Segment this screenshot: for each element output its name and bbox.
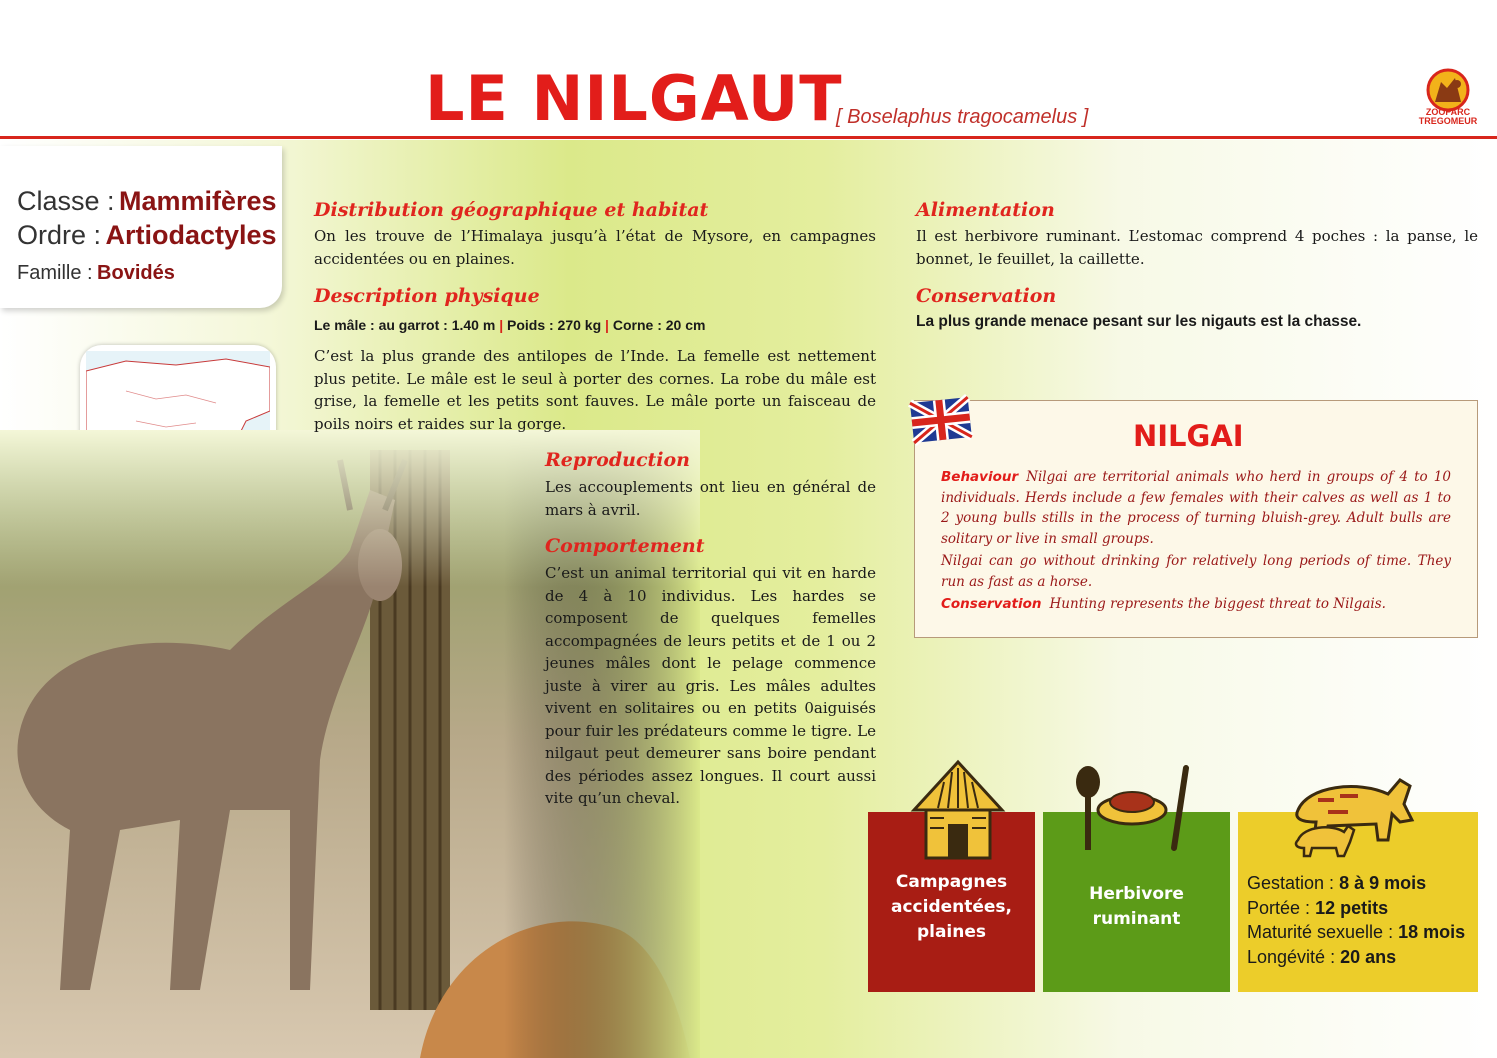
scientific-name: [ Boselaphus tragocamelus ] [836,106,1089,128]
description-text: C’est la plus grande des antilopes de l’Inde. La femelle est nettement plus petite. Le mâle est le seul à porter des cornes. La robe du mâle est grise, la femelle et les petits sont fauves. Le mâle porte un faisceau de poils noirs et raides sur la gorge. [314,347,876,433]
page-title: LE NILGAUT [425,62,843,135]
classification-card [0,146,282,308]
conservation-text: La plus grande menace pesant sur les nigauts est la chasse. [916,313,1362,330]
uk-flag-icon [908,392,974,450]
food-plate-icon [1070,764,1202,852]
conservation-heading: Conservation [916,285,1057,307]
famille-line: Famille : Bovidés [17,262,175,284]
alimentation-text: Il est herbivore ruminant. L’estomac comprend 4 poches : la panse, le bonnet, le feuillet, la caillette. [916,227,1478,268]
stat-maturite: Maturité sexuelle : 18 mois [1247,922,1466,942]
stat-longevite: Longévité : 20 ans [1247,946,1397,967]
reproduction-heading: Reproduction [545,449,690,471]
diet-tile: Herbivore ruminant [1043,812,1230,992]
stat-portee: Portée : 12 petits [1247,897,1389,918]
distribution-text: On les trouve de l’Himalaya jusqu’à l’état de Mysore, en campagnes accidentées ou en plaines. [314,227,876,268]
stats-list [1247,871,1465,969]
classe-line: Classe : Mammifères [17,186,277,216]
hut-icon [908,758,1008,862]
measurements: Le mâle : au garrot : 1.40 m | Poids : 270 kg | Corne : 20 cm [314,317,706,333]
logo-text: ZOOPARC TREGOMEUR [1418,107,1478,127]
stat-gestation: Gestation : 8 à 9 mois [1247,873,1427,893]
english-conservation: Conservation Hunting represents the biggest threat to Nilgais. [941,596,1386,612]
distribution-heading: Distribution géographique et habitat [314,199,709,221]
title-underline [0,136,1497,139]
reproduction-text: Les accouplements ont lieu en général de mars à avril. [545,478,876,519]
habitat-tile: Campagnes accidentées, plaines [868,812,1035,992]
description-heading: Description physique [314,285,540,307]
english-behaviour-2: Nilgai can go without drinking for relatively long periods of time. They run as fast as a horse. [941,553,1451,590]
comportement-heading: Comportement [545,535,705,557]
animal-family-icon [1288,770,1418,858]
english-behaviour: Behaviour Nilgai are territorial animals who herd in groups of 4 to 10 individuals. Herds include a few females with their calves as well as 1 to 2 young bulls stills in the process of turning bluish-grey. Adult bulls are solitary or live in small groups. [941,469,1451,547]
english-title: NILGAI [1133,419,1244,453]
ordre-line: Ordre : Artiodactyles [17,220,277,250]
comportement-text: C’est un animal territorial qui vit en harde de 4 à 10 individus. Les hardes se composent de quelques femelles accompagnées de leurs petits et de 1 ou 2 jeunes mâles dont le pelage commence juste à virer au gris. Les mâles adultes vivent en solitaires ou en petits 0aiguisés pour fuir les prédateurs comme le tigre. Le nilgaut peut demeurer sans boire pendant des périodes assez longues. Il court aussi vite qu’un cheval. [545,564,876,807]
alimentation-heading: Alimentation [916,199,1055,221]
